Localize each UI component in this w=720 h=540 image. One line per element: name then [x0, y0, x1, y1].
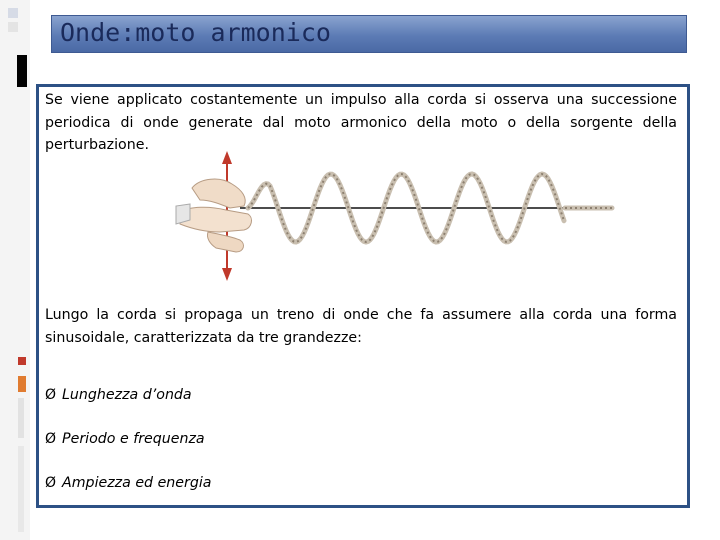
bullet-arrow-icon: Ø — [45, 475, 57, 491]
intro-paragraph: Se viene applicato costantemente un impulso alla corda si osserva una successione periodica di onde generate dal moto armonico della moto o della sorgente della perturbazione. — [45, 92, 677, 153]
propagation-paragraph: Lungo la corda si propaga un treno di onde che fa assumere alla corda una forma sinusoidale, caratterizzata da tre grandezze: — [45, 307, 677, 346]
decor-square-red — [18, 357, 26, 365]
decor-square-lightgray-2 — [18, 446, 24, 532]
bullet-label: Lunghezza d’onda — [62, 387, 192, 403]
bullet-arrow-icon: Ø — [45, 431, 57, 447]
decor-black-bar — [17, 55, 27, 87]
bullet-amplitude-energy — [45, 475, 212, 491]
decor-square-lightgray-1 — [18, 398, 24, 438]
rope-wave-illustration — [170, 148, 620, 282]
slide-title: Onde:moto armonico — [60, 18, 331, 47]
hands-icon — [176, 179, 251, 252]
bullet-wavelength — [45, 387, 192, 403]
decor-square-orange — [18, 376, 26, 392]
bullet-period-frequency — [45, 431, 205, 447]
decor-square-blue — [8, 8, 18, 18]
bullet-label: Ampiezza ed energia — [62, 475, 212, 491]
decor-square-gray — [8, 22, 18, 32]
bullet-arrow-icon: Ø — [45, 387, 57, 403]
bullet-label: Periodo e frequenza — [62, 431, 205, 447]
